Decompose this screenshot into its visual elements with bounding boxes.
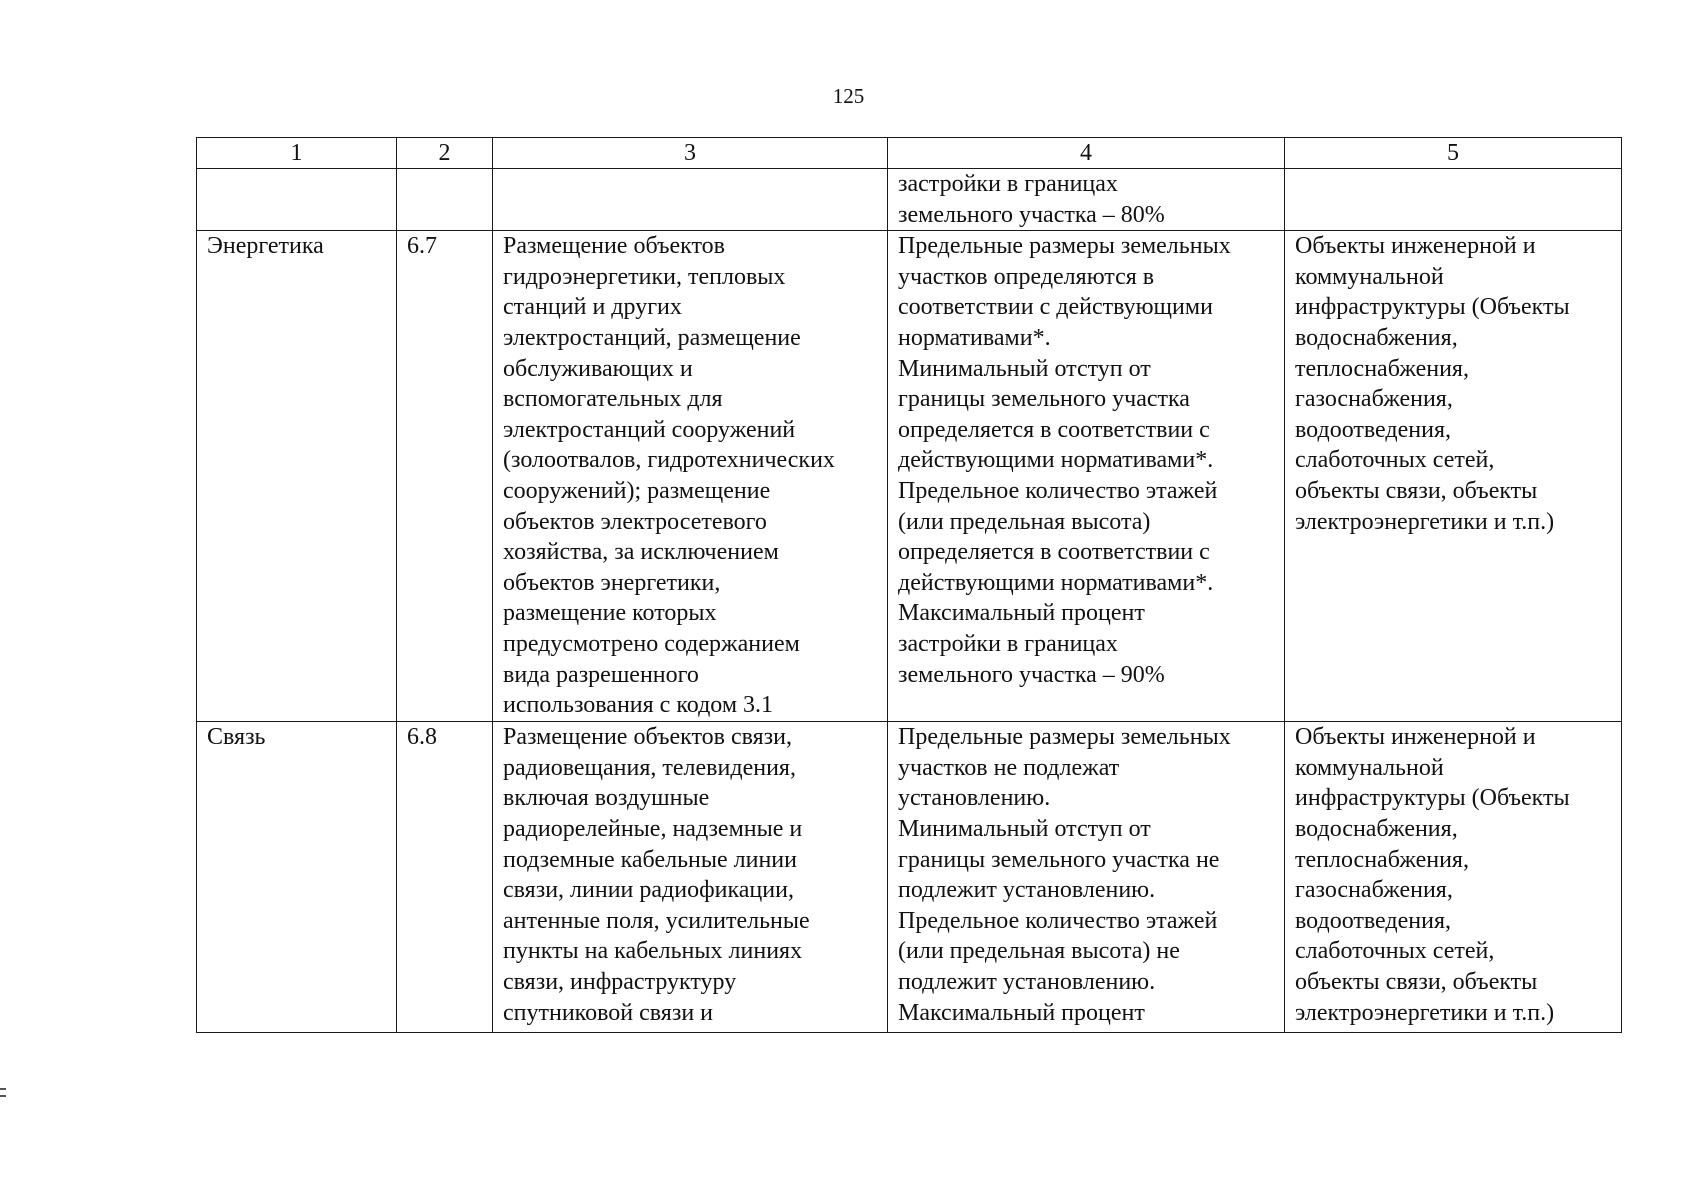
land-use-table [196, 137, 1622, 1033]
scan-margin-mark [0, 1095, 6, 1097]
cell-objects: Объекты инженерной и коммунальной инфраструктуры (Объекты водоснабжения, теплоснабжения, газоснабжения, водоотведения, слаботочных сетей, объекты связи, объекты электроэнергетики и т.п.) [1285, 231, 1622, 722]
table-header-row [197, 138, 1622, 169]
cell-description: Размещение объектов гидроэнергетики, тепловых станций и других электростанций, размещение обслуживающих и вспомогательных для электростанций сооружений (золоотвалов, гидротехнических сооружений); размещение объектов электросетевого хозяйства, за исключением объектов энергетики, размещение которых предусмотрено содержанием вида разрешенного использования с кодом 3.1 [493, 231, 888, 722]
table-row [197, 722, 1622, 1033]
cell-description [493, 169, 888, 231]
cell-objects: Объекты инженерной и коммунальной инфраструктуры (Объекты водоснабжения, теплоснабжения, газоснабжения, водоотведения, слаботочных сетей, объекты связи, объекты электроэнергетики и т.п.) [1285, 722, 1622, 1033]
header-cell-4: 4 [888, 138, 1285, 169]
cell-parameters: застройки в границах земельного участка – 80% [888, 169, 1285, 231]
cell-name: Энергетика [197, 231, 397, 722]
table-row [197, 169, 1622, 231]
cell-code [397, 169, 493, 231]
cell-code: 6.8 [397, 722, 493, 1033]
page-number: 125 [832, 84, 865, 108]
cell-code: 6.7 [397, 231, 493, 722]
cell-objects [1285, 169, 1622, 231]
cell-parameters: Предельные размеры земельных участков определяются в соответствии с действующими нормативами*. Минимальный отступ от границы земельного участка определяется в соответствии с действующими нормативами*. Предельное количество этажей (или предельная высота) определяется в соответствии с действующими нормативами*. Максимальный процент застройки в границах земельного участка – 90% [888, 231, 1285, 722]
table-row [197, 231, 1622, 722]
header-cell-2: 2 [397, 138, 493, 169]
header-cell-3: 3 [493, 138, 888, 169]
header-cell-5: 5 [1285, 138, 1622, 169]
cell-name: Связь [197, 722, 397, 1033]
cell-parameters: Предельные размеры земельных участков не подлежат установлению. Минимальный отступ от границы земельного участка не подлежит установлению. Предельное количество этажей (или предельная высота) не подлежит установлению. Максимальный процент [888, 722, 1285, 1033]
cell-name [197, 169, 397, 231]
scan-margin-mark [0, 1088, 6, 1090]
cell-description: Размещение объектов связи, радиовещания, телевидения, включая воздушные радиорелейные, надземные и подземные кабельные линии связи, линии радиофикации, антенные поля, усилительные пункты на кабельных линиях связи, инфраструктуру спутниковой связи и [493, 722, 888, 1033]
header-cell-1: 1 [197, 138, 397, 169]
